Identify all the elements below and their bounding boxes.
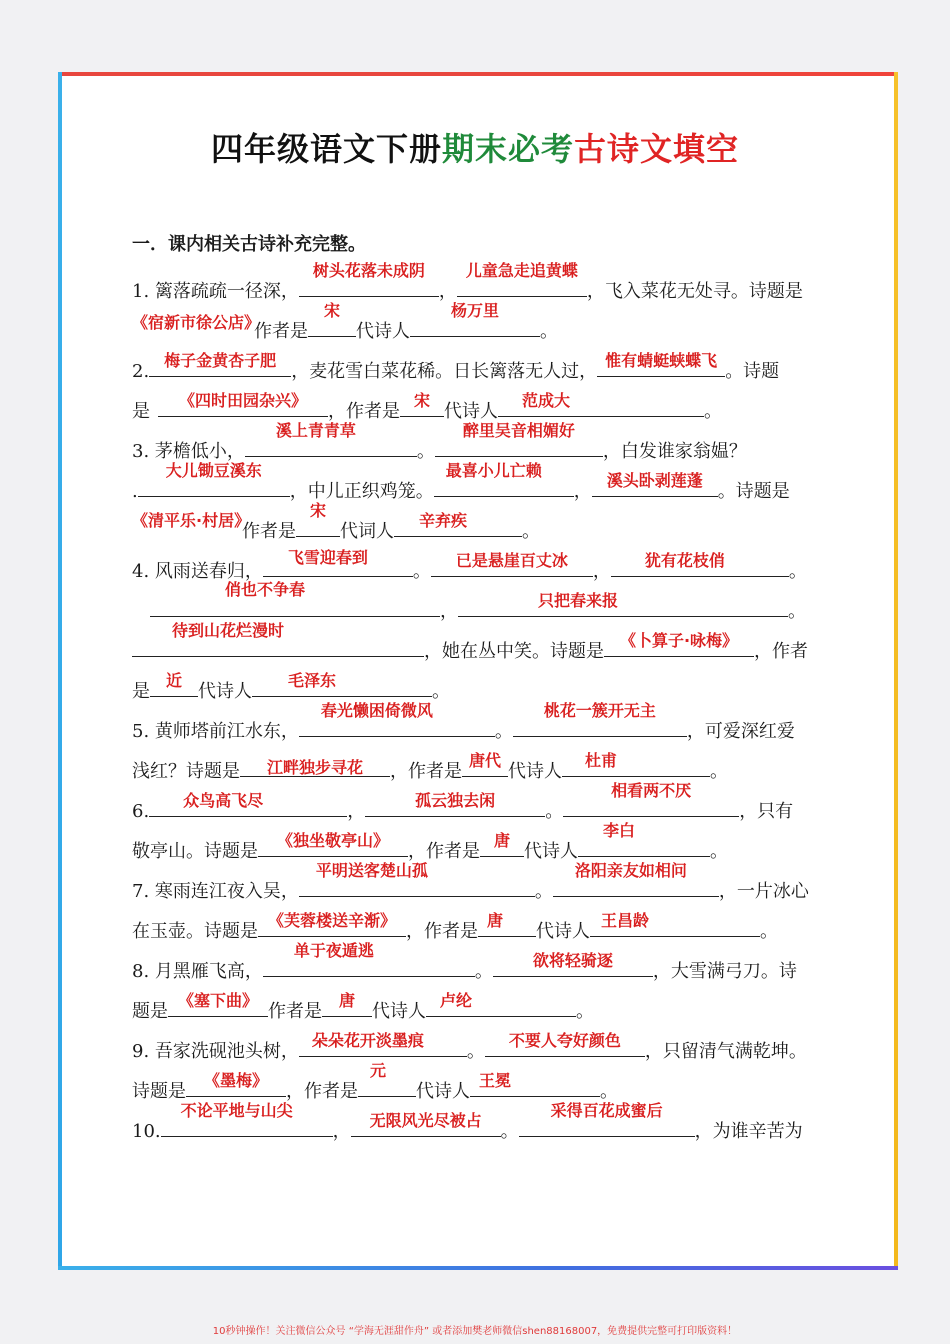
answer-blank [457,261,587,297]
answer: 飞雪迎春到 [287,548,368,567]
text: 浅红？诗题是 [132,761,240,782]
q8-line1 [132,941,797,984]
footer-note: 10秒钟操作！关注微信公众号 “学海无涯甜作舟” 或者添加樊老师微信shen88168007，免费提供完整可打印版资料！ [212,1326,738,1337]
answer: 《塞下曲》 [177,991,258,1010]
answer-blank [150,580,440,617]
answer-blank [299,861,535,897]
text: 。 [522,521,540,542]
text: ， [332,1121,351,1142]
text: 代诗人 [508,761,562,782]
border-right [894,72,898,1270]
answer-blank [611,551,789,577]
page-title [0,124,950,170]
text: ， [592,561,611,582]
answer-blank [458,591,788,617]
q3-line3 [132,501,540,544]
answer-blank [435,421,603,457]
text: 。 [500,1121,519,1142]
answer-blank [263,941,475,977]
text: 代诗人 [198,681,252,702]
answer: 元 [369,1061,386,1080]
text: 1. 篱落疏疏一径深， [132,281,299,302]
answer-blank [132,511,251,537]
answer-blank [308,301,356,337]
text: 代诗人 [356,321,410,342]
answer-blank [186,1071,286,1097]
text: 。诗题 [725,361,780,382]
answer: 春光懒困倚微风 [320,701,433,720]
answer: 只把春来报 [537,591,618,610]
q8-line2 [132,991,594,1024]
text: 。 [432,681,450,702]
answer-blank [478,911,536,937]
border-top [58,72,898,76]
q5-line1 [132,701,795,744]
text: 。 [600,1081,618,1102]
answer-blank [299,261,439,297]
q1-line2 [132,301,558,344]
text: ，一片冰心 [718,881,809,902]
answer-blank [519,1101,695,1137]
text: 。 [534,881,553,902]
answer: 宋 [309,501,326,520]
answer: 惟有蜻蜓蛱蝶飞 [605,351,718,370]
text: 作者是 [254,321,308,342]
answer: 唐代 [468,751,501,770]
answer-blank [597,351,725,377]
section-heading: 一．课内相关古诗补充完整。 [132,234,366,255]
text: 10. [132,1121,161,1142]
text: 诗题是 [132,1081,186,1102]
text: 4. 风雨送春归， [132,561,263,582]
title-part-exam: 期末必考 [441,130,574,168]
text: 7. 寒雨连江夜入吴， [132,881,299,902]
text: 敬亭山。诗题是 [132,841,258,862]
text: ， [573,481,592,502]
answer: 宋 [413,391,430,410]
q6-line1 [132,781,794,824]
answer: 《四时田园杂兴》 [178,391,307,410]
text: 代诗人 [536,921,590,942]
answer: 朵朵花开淡墨痕 [311,1031,424,1050]
answer-blank [258,911,406,937]
q9-line1 [132,1031,807,1064]
answer-blank [322,991,372,1017]
answer-blank [245,421,417,457]
answer-blank [149,791,347,817]
text: 。 [494,721,513,742]
q3-line2 [132,461,790,504]
answer: 醉里吴音相媚好 [462,421,575,440]
text: 。 [710,841,728,862]
text: ，大雪满弓刀。诗 [652,961,797,982]
answer-blank [365,791,545,817]
answer-blank [563,781,739,817]
text: 。 [710,761,728,782]
answer: 杨万里 [450,301,499,320]
answer: 《芙蓉楼送辛渐》 [267,911,396,930]
text: 6. [132,801,150,822]
answer-blank [485,1031,645,1057]
text: 。 [412,561,431,582]
answer-blank [132,313,261,337]
answer-blank [498,391,704,417]
answer-blank [394,511,522,537]
answer: 儿童急走追黄蝶 [465,261,578,280]
text: ， [438,281,457,302]
answer: 溪头卧剥莲蓬 [606,471,703,490]
answer-blank [240,756,390,777]
answer: 《墨梅》 [203,1071,268,1090]
q10-line1 [132,1101,803,1144]
text: 在玉壶。诗题是 [132,921,258,942]
q7-line2 [132,911,778,944]
answer: 相看两不厌 [611,781,692,800]
answer: 采得百花成蜜后 [550,1101,663,1120]
answer: 范成大 [521,391,570,410]
text: 5. 黄师塔前江水东， [132,721,299,742]
answer: 王冕 [478,1071,511,1090]
text: 2. [132,361,150,382]
answer-blank [400,391,444,417]
q2-line1 [132,351,780,384]
text: 8. 月黑雁飞高， [132,961,263,982]
answer: 大儿锄豆溪东 [165,461,262,480]
answer: 犹有花枝俏 [644,551,725,570]
answer: 毛泽东 [287,671,336,690]
answer: 杜甫 [584,751,617,770]
answer: 平明送客楚山孤 [315,861,428,880]
text: ， [347,801,366,822]
text: ，中儿正织鸡笼。 [289,481,434,502]
answer-blank [158,391,328,417]
text: ，白发谁家翁媪？ [602,441,747,462]
text: 代诗人 [416,1081,470,1102]
text: 作者是 [242,521,296,542]
text: 。 [704,401,722,422]
text: ，作者是 [390,761,462,782]
answer-blank [299,1031,467,1057]
answer: 《独坐敬亭山》 [276,831,389,850]
answer-blank [592,471,718,497]
border-bottom [58,1266,898,1270]
answer-blank [138,461,290,497]
text: 3. 茅檐低小， [132,441,245,462]
answer-blank [168,991,268,1017]
answer-blank [150,671,198,697]
answer: 俏也不争春 [224,580,305,599]
text: 。 [760,921,778,942]
answer-blank [431,551,593,577]
text: 。 [540,321,558,342]
answer-blank [434,461,574,497]
text: ，作者 [754,641,808,662]
answer-blank [470,1071,600,1097]
text: 代词人 [340,521,394,542]
text: ，飞入菜花无处寻。诗题是 [586,281,803,302]
answer-blank [351,1111,501,1137]
answer: 溪上青青草 [275,421,356,440]
answer: 辛弃疾 [418,511,467,530]
q7-line1 [132,861,809,904]
text: 。 [416,441,435,462]
text: 。诗题是 [717,481,790,502]
answer: 不论平地与山尖 [180,1101,293,1120]
answer: 王昌龄 [600,911,649,930]
answer-blank [263,548,413,577]
text: 作者是 [268,1001,322,1022]
text: 是 [132,681,150,702]
answer-blank [132,621,424,657]
answer: 唐 [486,911,503,930]
answer-blank [358,1061,416,1097]
text: ，作者是 [328,401,400,422]
answer: 单于夜遁逃 [293,941,374,960]
answer: 唐 [338,991,355,1010]
text: 。 [788,601,806,622]
answer-blank [161,1101,333,1137]
answer-blank [493,951,653,977]
answer: 无限风光尽被占 [369,1111,482,1130]
answer-blank [513,701,687,737]
text: ，麦花雪白菜花稀。日长篱落无人过， [291,361,598,382]
text: ，可爱深红爱 [686,721,795,742]
text: 是 [132,401,150,422]
text: ，作者是 [406,921,478,942]
text: 。 [788,561,807,582]
answer: 待到山花烂漫时 [171,621,284,640]
answer-blank [426,991,576,1017]
answer: 江畔独步寻花 [266,758,363,777]
answer-blank [410,301,540,337]
border-left [58,72,62,1270]
answer-blank [604,631,754,657]
answer: 李白 [602,821,635,840]
q4-line3 [132,621,808,664]
answer: 最喜小儿亡赖 [445,461,542,480]
answer: 宋 [323,301,340,320]
answer: 已是悬崖百丈冰 [455,551,568,570]
answer: 《清平乐·村居》 [132,511,251,530]
text: ，只有 [739,801,794,822]
answer: 洛阳亲友如相问 [574,861,687,880]
title-part-topic: 古诗文填空 [574,130,740,168]
text: ， [440,601,458,622]
answer: 梅子金黄杏子肥 [164,351,277,370]
text: ，她在丛中笑。诗题是 [424,641,604,662]
answer-blank [299,701,495,737]
answer: 近 [165,671,182,690]
title-part-grade: 四年级语文下册 [210,130,442,168]
answer: 不要人夸好颜色 [508,1031,621,1050]
answer: 孤云独去闲 [415,791,496,810]
answer-blank [296,501,340,537]
answer-blank [462,751,508,777]
answer: 众鸟高飞尽 [183,791,264,810]
answer: 《宿新市徐公店》 [132,313,261,332]
answer-blank [252,671,432,697]
text: 9. 吾家洗砚池头树， [132,1041,299,1062]
text: ，作者是 [408,841,480,862]
answer-blank [578,821,710,857]
text: 。 [474,961,493,982]
text: . [132,481,138,502]
text: ，为谁辛苦为 [694,1121,803,1142]
answer-blank [590,911,760,937]
answer: 树头花落未成阴 [312,261,425,280]
q2-line2 [132,391,722,424]
answer: 唐 [493,831,510,850]
text: ，只留清气满乾坤。 [644,1041,807,1062]
text: 代诗人 [372,1001,426,1022]
answer-blank [149,351,291,377]
text: ，作者是 [286,1081,358,1102]
text: 代诗人 [444,401,498,422]
text: 。 [466,1041,485,1062]
answer: 《卜算子·咏梅》 [619,631,739,650]
answer-blank [480,831,524,857]
text: 。 [545,801,564,822]
answer-blank [258,831,408,857]
answer: 桃花一簇开无主 [543,701,656,720]
answer: 卢纶 [439,991,472,1010]
answer-blank [562,751,710,777]
answer-blank [553,861,719,897]
text: 题是 [132,1001,168,1022]
answer: 欲将轻骑逐 [532,951,613,970]
text: 。 [576,1001,594,1022]
text: 代诗人 [524,841,578,862]
